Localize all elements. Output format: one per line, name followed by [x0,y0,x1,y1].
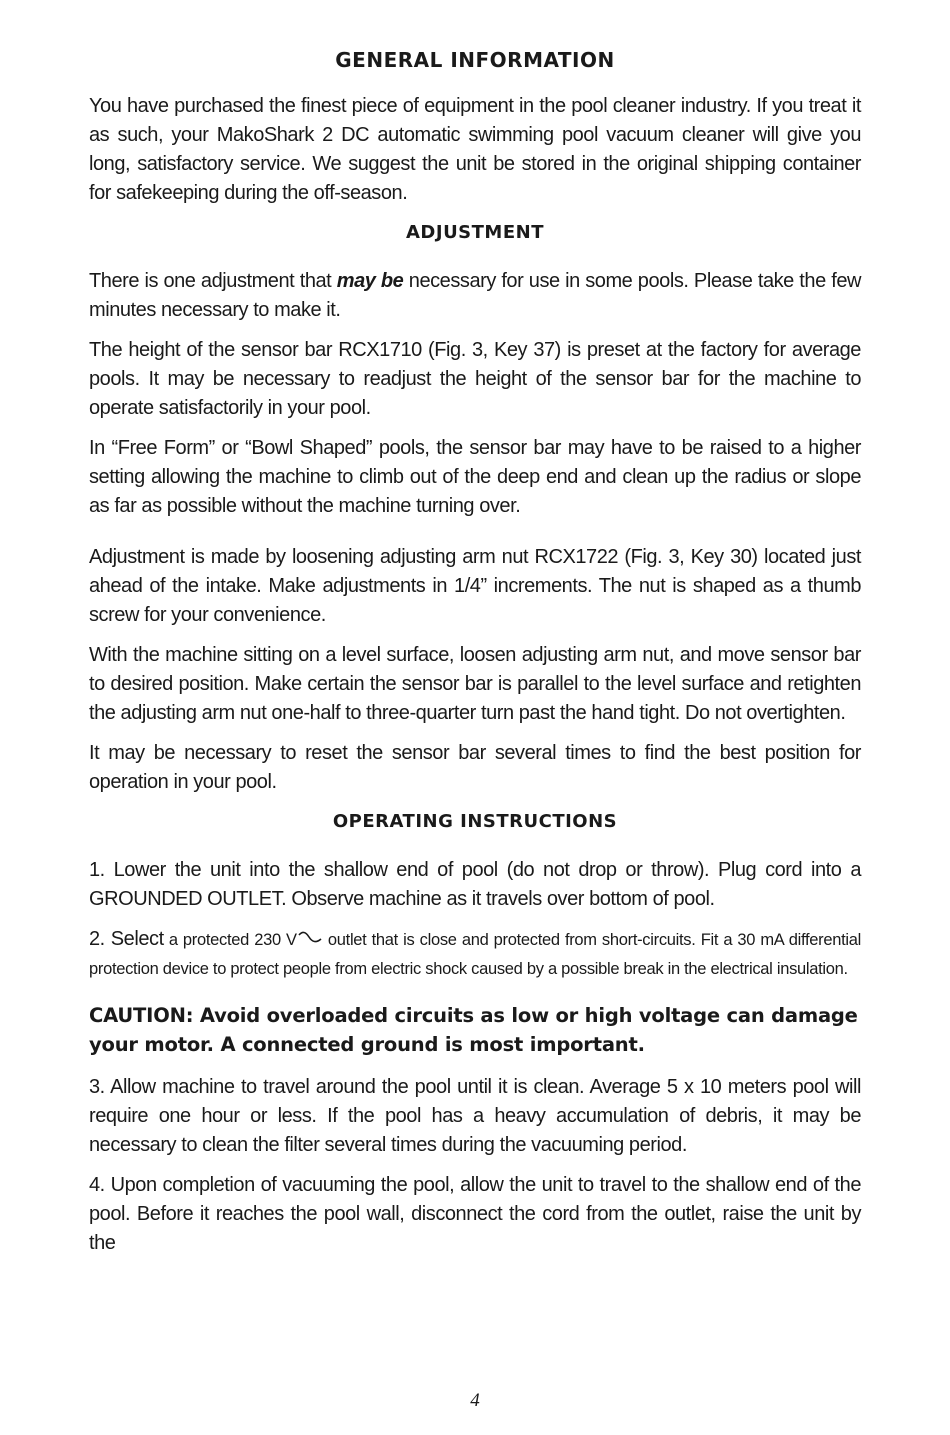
alternating-current-icon [297,925,323,954]
operating-instructions-heading: OPERATING INSTRUCTIONS [332,811,618,832]
adjustment-paragraph-6: It may be necessary to reset the sensor bar several times to find the best position for operation in your pool. [89,742,861,793]
adjustment-paragraph-3: In “Free Form” or “Bowl Shaped” pools, the sensor bar may have to be raised to a higher setting allowing the machine to climb out of the deep end and clean up the radius or slope as far as possible without the machine turning over. [89,437,861,517]
step-2-text-a: a protected 230 V [163,931,297,949]
operating-step-2 [89,925,861,983]
adjustment-paragraph-5: With the machine sitting on a level surface, loosen adjusting arm nut, and move sensor bar to desired position. Make certain the sensor bar is parallel to the level surface and retighten the adjusting arm nut one-half to three-quarter turn past the hand tight. Do not overtighten. [89,644,861,724]
general-information-paragraph: You have purchased the finest piece of equipment in the pool cleaner industry. If you treat it as such, your MakoShark 2 DC automatic swimming pool vacuum cleaner will give you long, satisfactory service. We suggest the unit be stored in the original shipping container for safekeeping during the off-season. [89,95,861,204]
operating-step-4: 4. Upon completion of vacuuming the pool, allow the unit to travel to the shallow end of the pool. Before it reaches the pool wall, disconnect the cord from the outlet, raise the unit by the [89,1174,861,1255]
operating-step-3: 3. Allow machine to travel around the pool until it is clean. Average 5 x 10 meters pool will require one hour or less. If the pool has a heavy accumulation of debris, it may be necessary to clean the filter several times during the vacuuming period. [89,1076,861,1157]
adjustment-p1-emphasis: may be [336,270,404,292]
page-number: 4 [470,1390,480,1411]
adjustment-heading: ADJUSTMENT [406,222,544,243]
document-page [89,48,861,1269]
step-2-lead: 2. Select [89,928,164,950]
adjustment-paragraph-2: The height of the sensor bar RCX1710 (Fig. 3, Key 37) is preset at the factory for average pools. It may be necessary to readjust the height of the sensor bar for the machine to operate satisfactorily in your pool. [89,339,861,419]
adjustment-p1-end: necessary for use in some pools. Please take the few minutes necessary to make it. [89,270,861,321]
operating-step-1: 1. Lower the unit into the shallow end of pool (do not drop or throw). Plug cord into a GROUNDED OUTLET. Observe machine as it travels over bottom of pool. [89,859,861,910]
adjustment-paragraph-4: Adjustment is made by loosening adjusting arm nut RCX1722 (Fig. 3, Key 30) located just ahead of the intake. Make adjustments in 1/4” increments. The nut is shaped as a thumb screw for your convenience. [89,546,861,626]
adjustment-p1-start: There is one adjustment that [89,270,337,292]
adjustment-paragraph-1 [89,267,861,325]
general-information-heading: GENERAL INFORMATION [335,48,615,72]
step-2-text-b: outlet that is close and protected from short-circuits. Fit a 30 mA differential protection device to protect people from electric shock caused by a possible break in the electrical insulation. [89,931,861,979]
caution-warning: CAUTION: Avoid overloaded circuits as low or high voltage can damage your motor. A connected ground is most important. [89,1004,858,1057]
